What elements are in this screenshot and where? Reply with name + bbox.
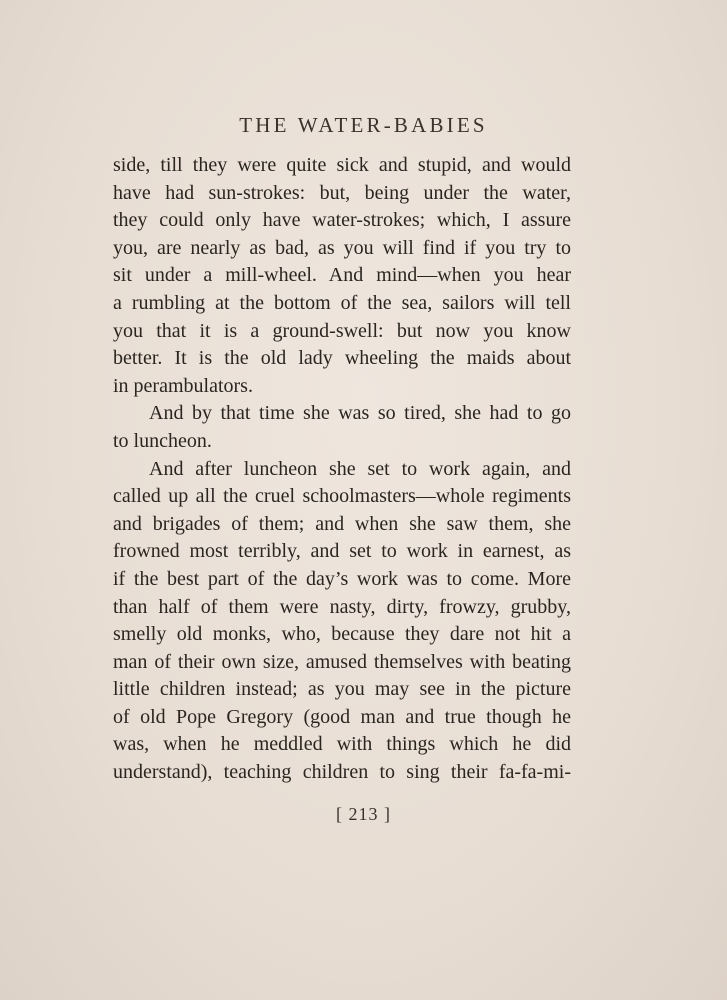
text-line: sit under a mill-wheel. And mind—when you hear	[113, 264, 571, 287]
text-line: frowned most terribly, and set to work in earnest, as	[113, 540, 571, 563]
text-line: understand), teaching children to sing their fa-fa-mi-	[113, 761, 571, 784]
text-line: And after luncheon she set to work again, and	[149, 457, 571, 480]
text-line: if the best part of the day’s work was to come. More	[113, 567, 571, 590]
text-line: smelly old monks, who, because they dare not hit a	[113, 623, 571, 646]
text-line: called up all the cruel schoolmasters—whole regiments	[113, 485, 571, 508]
page-number: [ 213 ]	[336, 804, 391, 824]
text-line: man of their own size, amused themselves with beating	[113, 650, 571, 673]
text-line: you that it is a ground-swell: but now you know	[113, 319, 571, 342]
body-text	[113, 152, 571, 787]
text-line: and brigades of them; and when she saw them, she	[113, 512, 571, 535]
text-line: have had sun-strokes: but, being under the water,	[113, 181, 571, 204]
text-line: in perambulators.	[113, 374, 253, 397]
text-line: better. It is the old lady wheeling the maids about	[113, 347, 571, 370]
text-line: they could only have water-strokes; which, I assure	[113, 209, 571, 232]
running-head: THE WATER-BABIES	[239, 113, 488, 137]
text-line: side, till they were quite sick and stupid, and would	[113, 154, 571, 176]
text-line: was, when he meddled with things which he did	[113, 733, 571, 756]
text-line: And by that time she was so tired, she had to go	[149, 402, 571, 425]
text-line: of old Pope Gregory (good man and true though he	[113, 705, 571, 728]
text-line: you, are nearly as bad, as you will find if you try to	[113, 236, 571, 259]
text-line: than half of them were nasty, dirty, frowzy, grubby,	[113, 595, 571, 618]
text-line: a rumbling at the bottom of the sea, sailors will tell	[113, 291, 571, 314]
text-line: little children instead; as you may see in the picture	[113, 678, 571, 701]
text-line: to luncheon.	[113, 429, 212, 452]
